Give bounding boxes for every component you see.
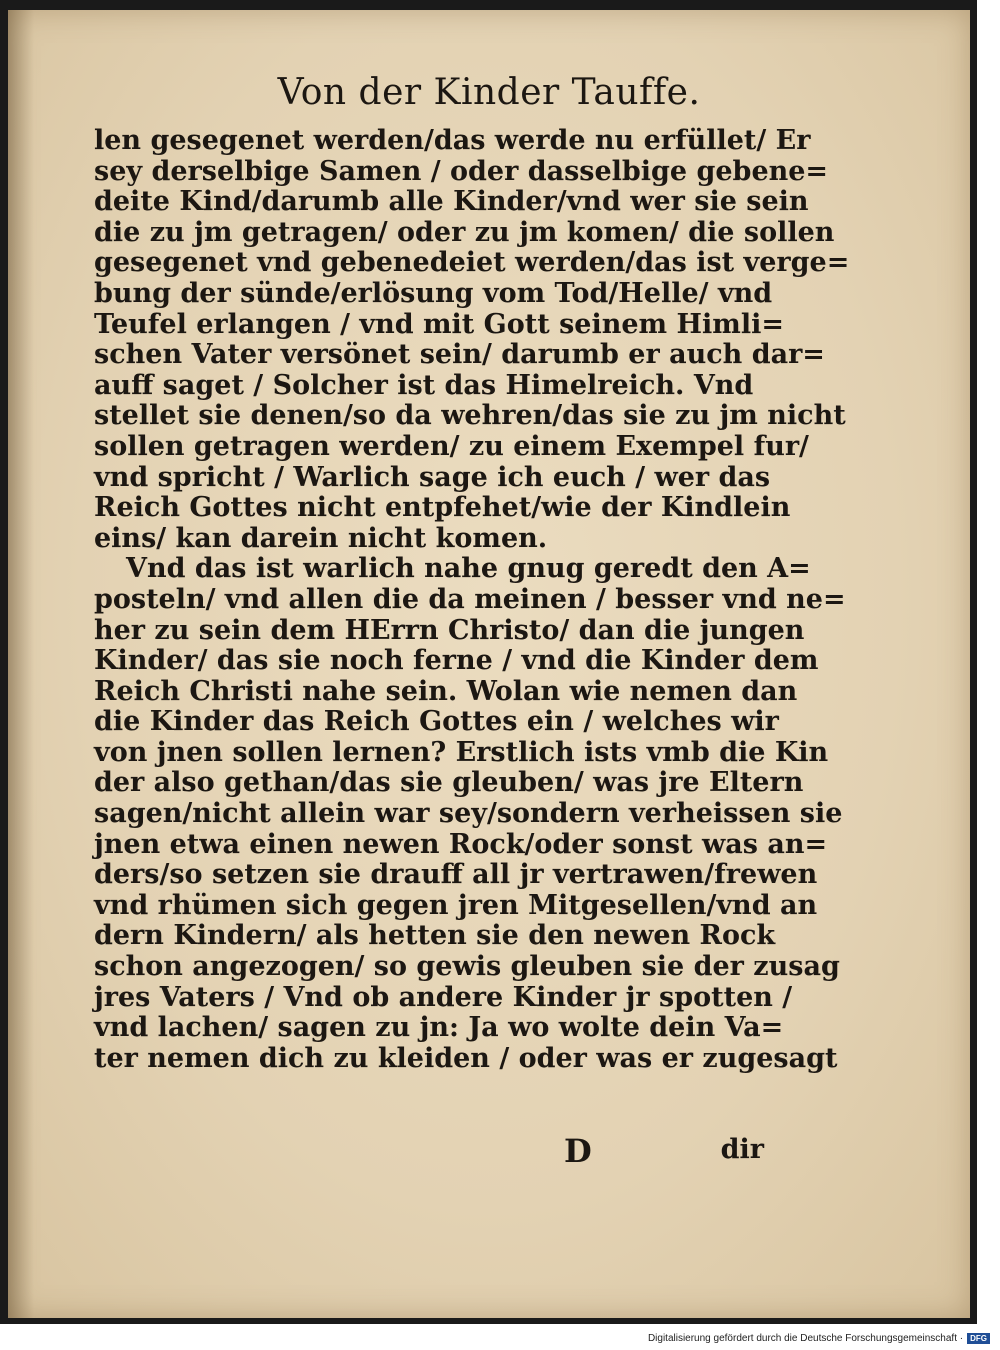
text-line: deite Kind/darumb alle Kinder/vnd wer sie sein	[94, 186, 809, 218]
text-line: len gesegenet werden/das werde nu erfüllet/ Er	[94, 125, 811, 156]
text-line: sey derselbige Samen / oder dasselbige gebene=	[94, 155, 829, 187]
text-line: vnd spricht / Warlich sage ich euch / wer das	[94, 461, 771, 493]
text-line: auff saget / Solcher ist das Himelreich. Vnd	[94, 369, 754, 401]
body-text	[94, 125, 850, 1074]
page-footer	[94, 1132, 764, 1172]
text-line: schon angezogen/ so gewis gleuben sie der zusag	[94, 951, 840, 983]
credit-text: Digitalisierung gefördert durch die Deutsche Forschungsgemeinschaft ·	[647, 1333, 964, 1344]
text-line: vnd rhümen sich gegen jren Mitgesellen/vnd an	[94, 889, 818, 921]
text-line: die zu jm getragen/ oder zu jm komen/ die sollen	[94, 216, 835, 248]
text-line: schen Vater versönet sein/ darumb er auch dar=	[94, 339, 825, 371]
book-page	[8, 10, 970, 1318]
dfg-logo: DFG	[967, 1333, 990, 1344]
text-line: jres Vaters / Vnd ob andere Kinder jr spotten /	[94, 981, 793, 1013]
spine-shadow	[8, 10, 34, 1318]
signature-mark: D	[564, 1132, 592, 1170]
text-line: sollen getragen werden/ zu einem Exempel fur/	[94, 430, 809, 462]
text-line: vnd lachen/ sagen zu jn: Ja wo wolte dein Va=	[94, 1012, 784, 1044]
text-line: eins/ kan darein nicht komen.	[94, 522, 548, 554]
text-line: Reich Christi nahe sein. Wolan wie nemen dan	[94, 675, 798, 707]
text-line-paragraph-start: Vnd das ist warlich nahe gnug geredt den A=	[126, 553, 811, 585]
text-line: bung der sünde/erlösung vom Tod/Helle/ vnd	[94, 277, 773, 309]
text-line: Reich Gottes nicht entpfehet/wie der Kindlein	[94, 492, 791, 524]
text-line: ter nemen dich zu kleiden / oder was er zugesagt	[94, 1042, 838, 1074]
text-line: dern Kindern/ als hetten sie den newen Rock	[94, 920, 776, 952]
running-header: Von der Kinder Tauffe.	[277, 72, 701, 113]
text-line: sagen/nicht allein war sey/sondern verheissen sie	[94, 798, 843, 830]
text-line: ders/so setzen sie drauff all jr vertrawen/frewen	[94, 859, 818, 891]
text-line: der also gethan/das sie gleuben/ was jre Eltern	[94, 767, 804, 799]
text-line: stellet sie denen/so da wehren/das sie zu jm nicht	[94, 400, 846, 432]
text-line: gesegenet vnd gebenedeiet werden/das ist verge=	[94, 247, 850, 279]
text-line: Kinder/ das sie noch ferne / vnd die Kinder dem	[94, 645, 819, 677]
text-line: posteln/ vnd allen die da meinen / besser vnd ne=	[94, 583, 846, 615]
text-line: jnen etwa einen newen Rock/oder sonst was an=	[94, 828, 828, 860]
catchword: dir	[720, 1134, 764, 1165]
text-line: von jnen sollen lernen? Erstlich ists vmb die Kin	[94, 736, 829, 768]
text-line: Teufel erlangen / vnd mit Gott seinem Himli=	[94, 308, 784, 340]
text-line: her zu sein dem HErrn Christo/ dan die jungen	[94, 614, 805, 646]
digitization-credit	[648, 1333, 990, 1344]
text-line: die Kinder das Reich Gottes ein / welches wir	[94, 706, 779, 738]
